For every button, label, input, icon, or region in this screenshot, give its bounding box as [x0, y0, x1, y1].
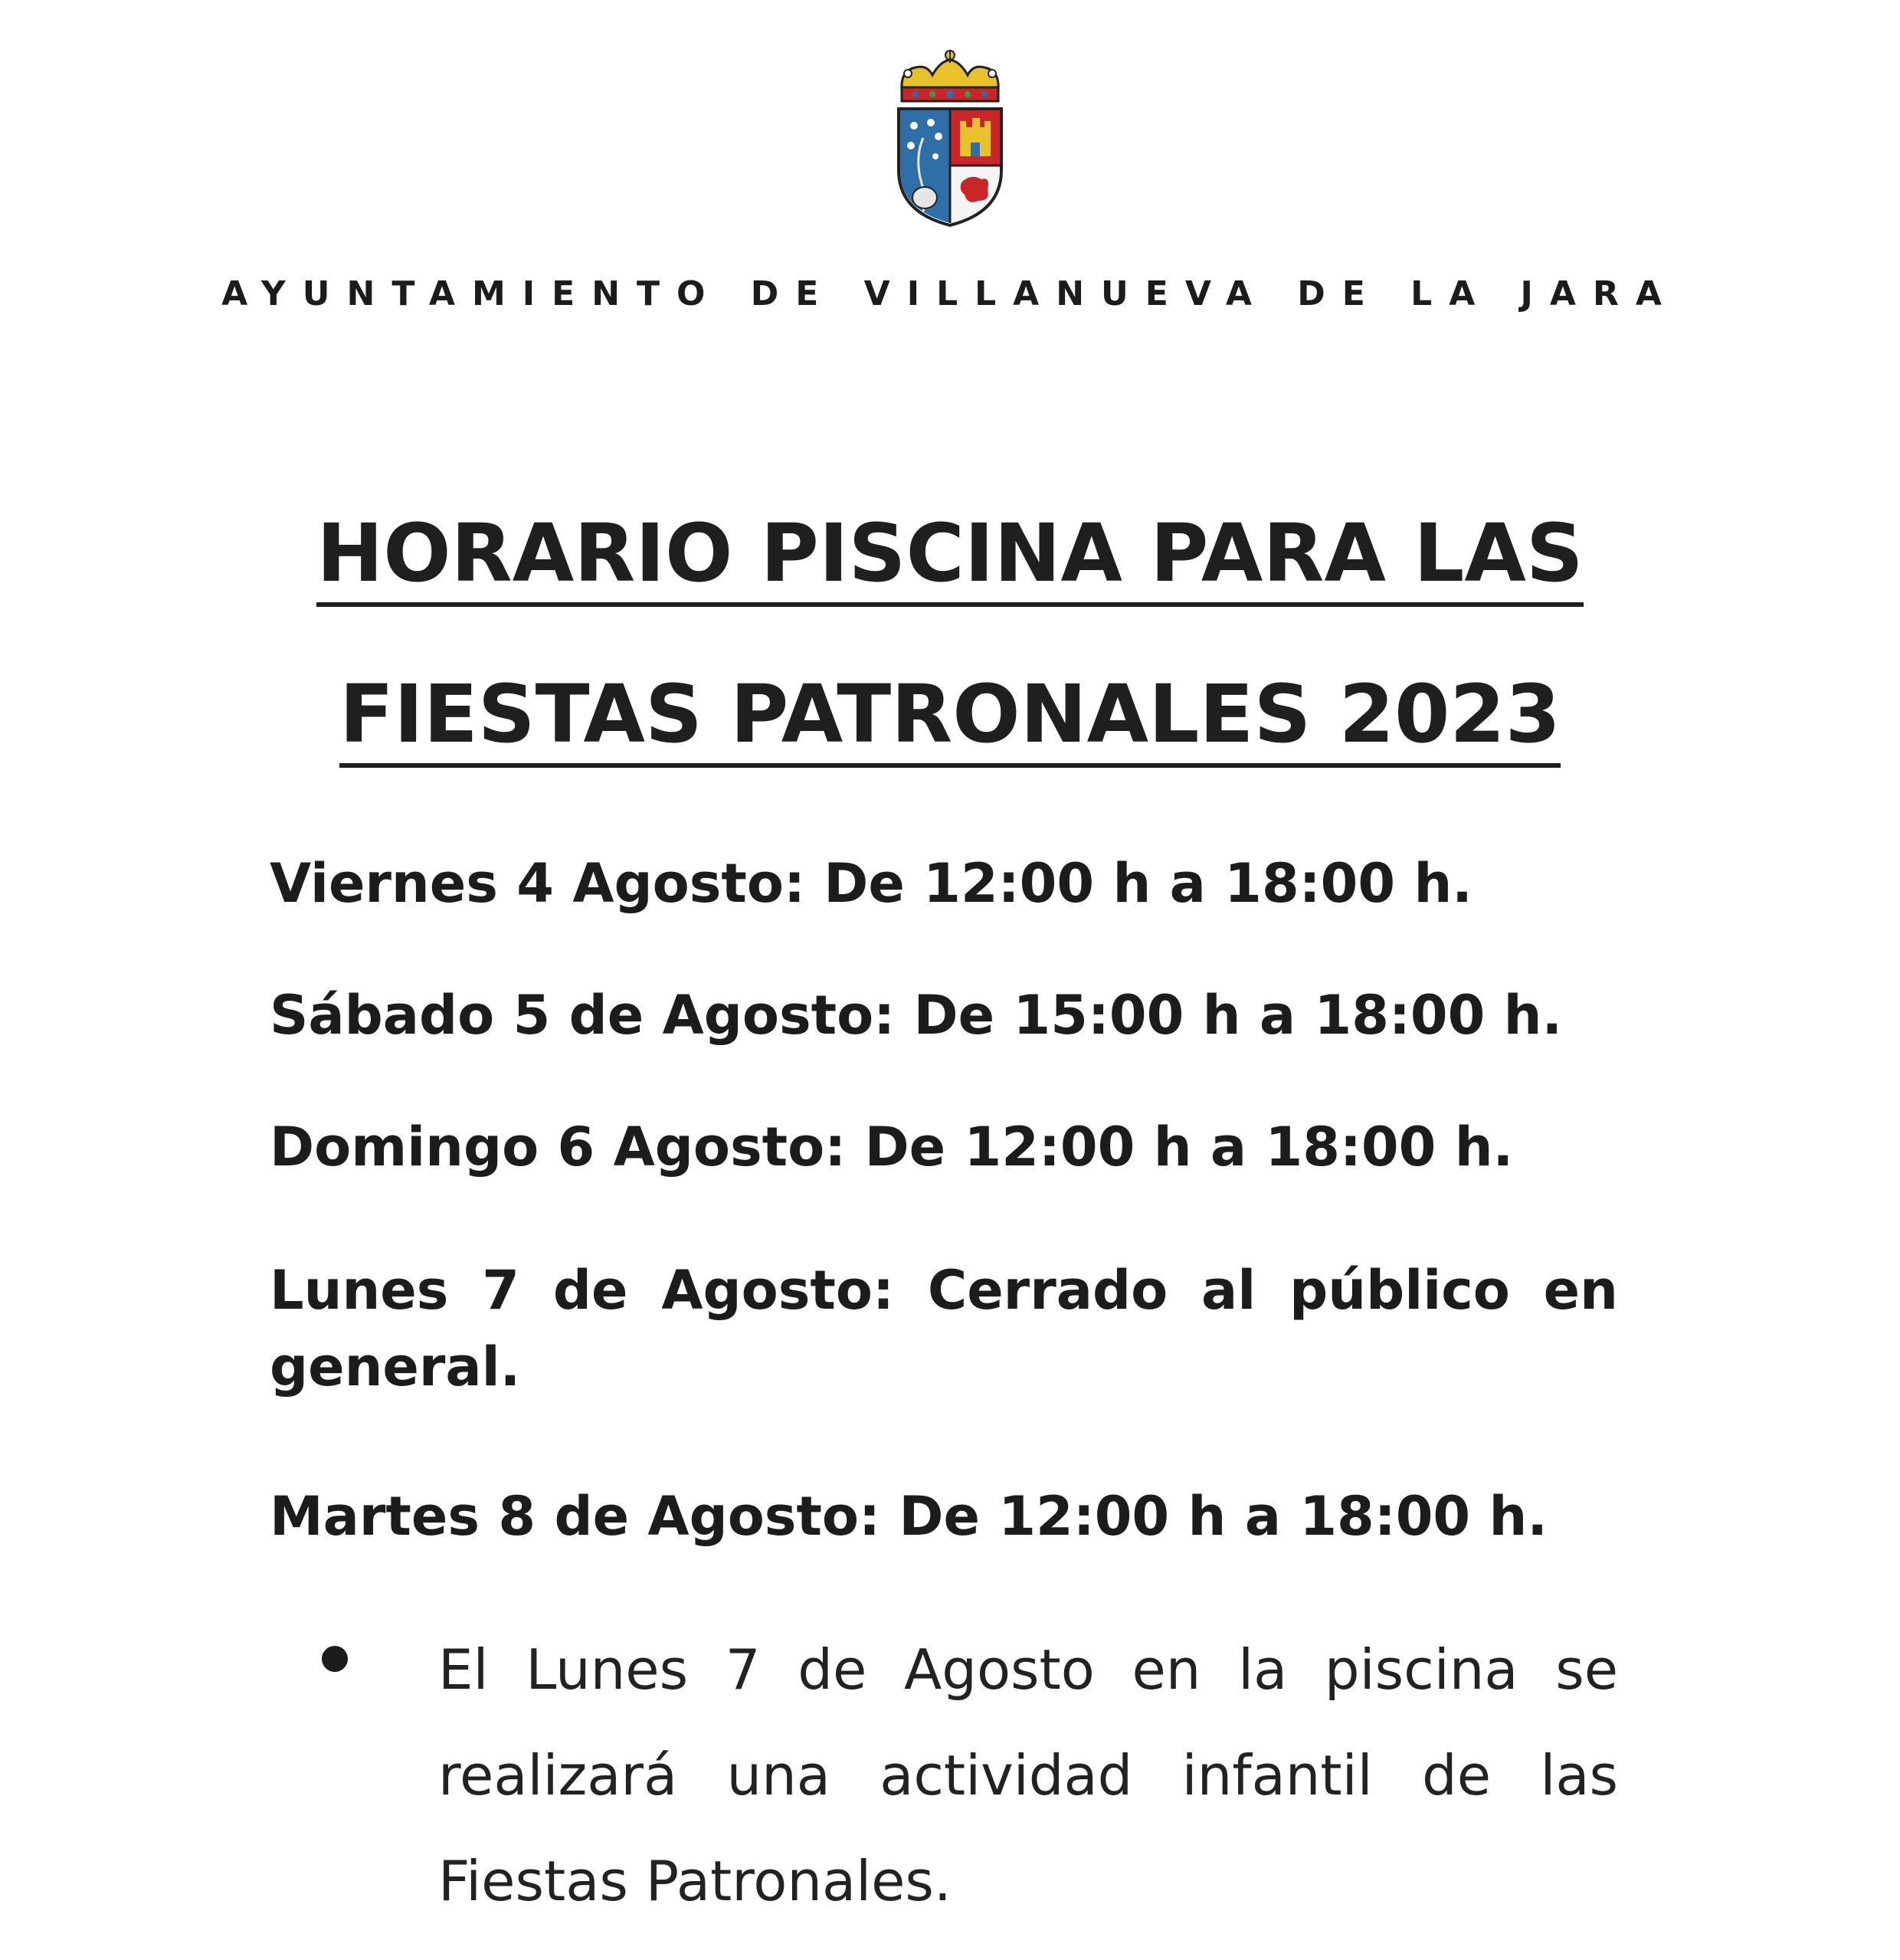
page-title-line-2	[0, 667, 1900, 768]
organization-name: AYUNTAMIENTO DE VILLANUEVA DE LA JARA	[221, 274, 1679, 313]
note-text: El Lunes 7 de Agosto en la piscina se realizará una actividad infantil de las Fiestas Patronales.	[438, 1637, 1618, 1913]
crown-icon	[902, 51, 998, 101]
schedule-item-friday: Viernes 4 Agosto: De 12:00 h a 18:00 h.	[270, 852, 1472, 915]
schedule-item-monday: Lunes 7 de Agosto: Cerrado al público en general.	[270, 1259, 1618, 1398]
page-title-line-1	[0, 506, 1900, 607]
page-title-text-2: FIESTAS PATRONALES 2023	[339, 674, 1561, 768]
coat-of-arms-icon	[885, 48, 1015, 231]
schedule-item-tuesday: Martes 8 de Agosto: De 12:00 h a 18:00 h.	[270, 1485, 1548, 1548]
shield-icon	[899, 109, 1001, 225]
schedule-item-saturday: Sábado 5 de Agosto: De 15:00 h a 18:00 h.	[270, 984, 1563, 1047]
schedule-item-sunday: Domingo 6 Agosto: De 12:00 h a 18:00 h.	[270, 1116, 1514, 1178]
page-title-text-1: HORARIO PISCINA PARA LAS	[316, 513, 1584, 607]
bullet-icon	[322, 1646, 348, 1672]
